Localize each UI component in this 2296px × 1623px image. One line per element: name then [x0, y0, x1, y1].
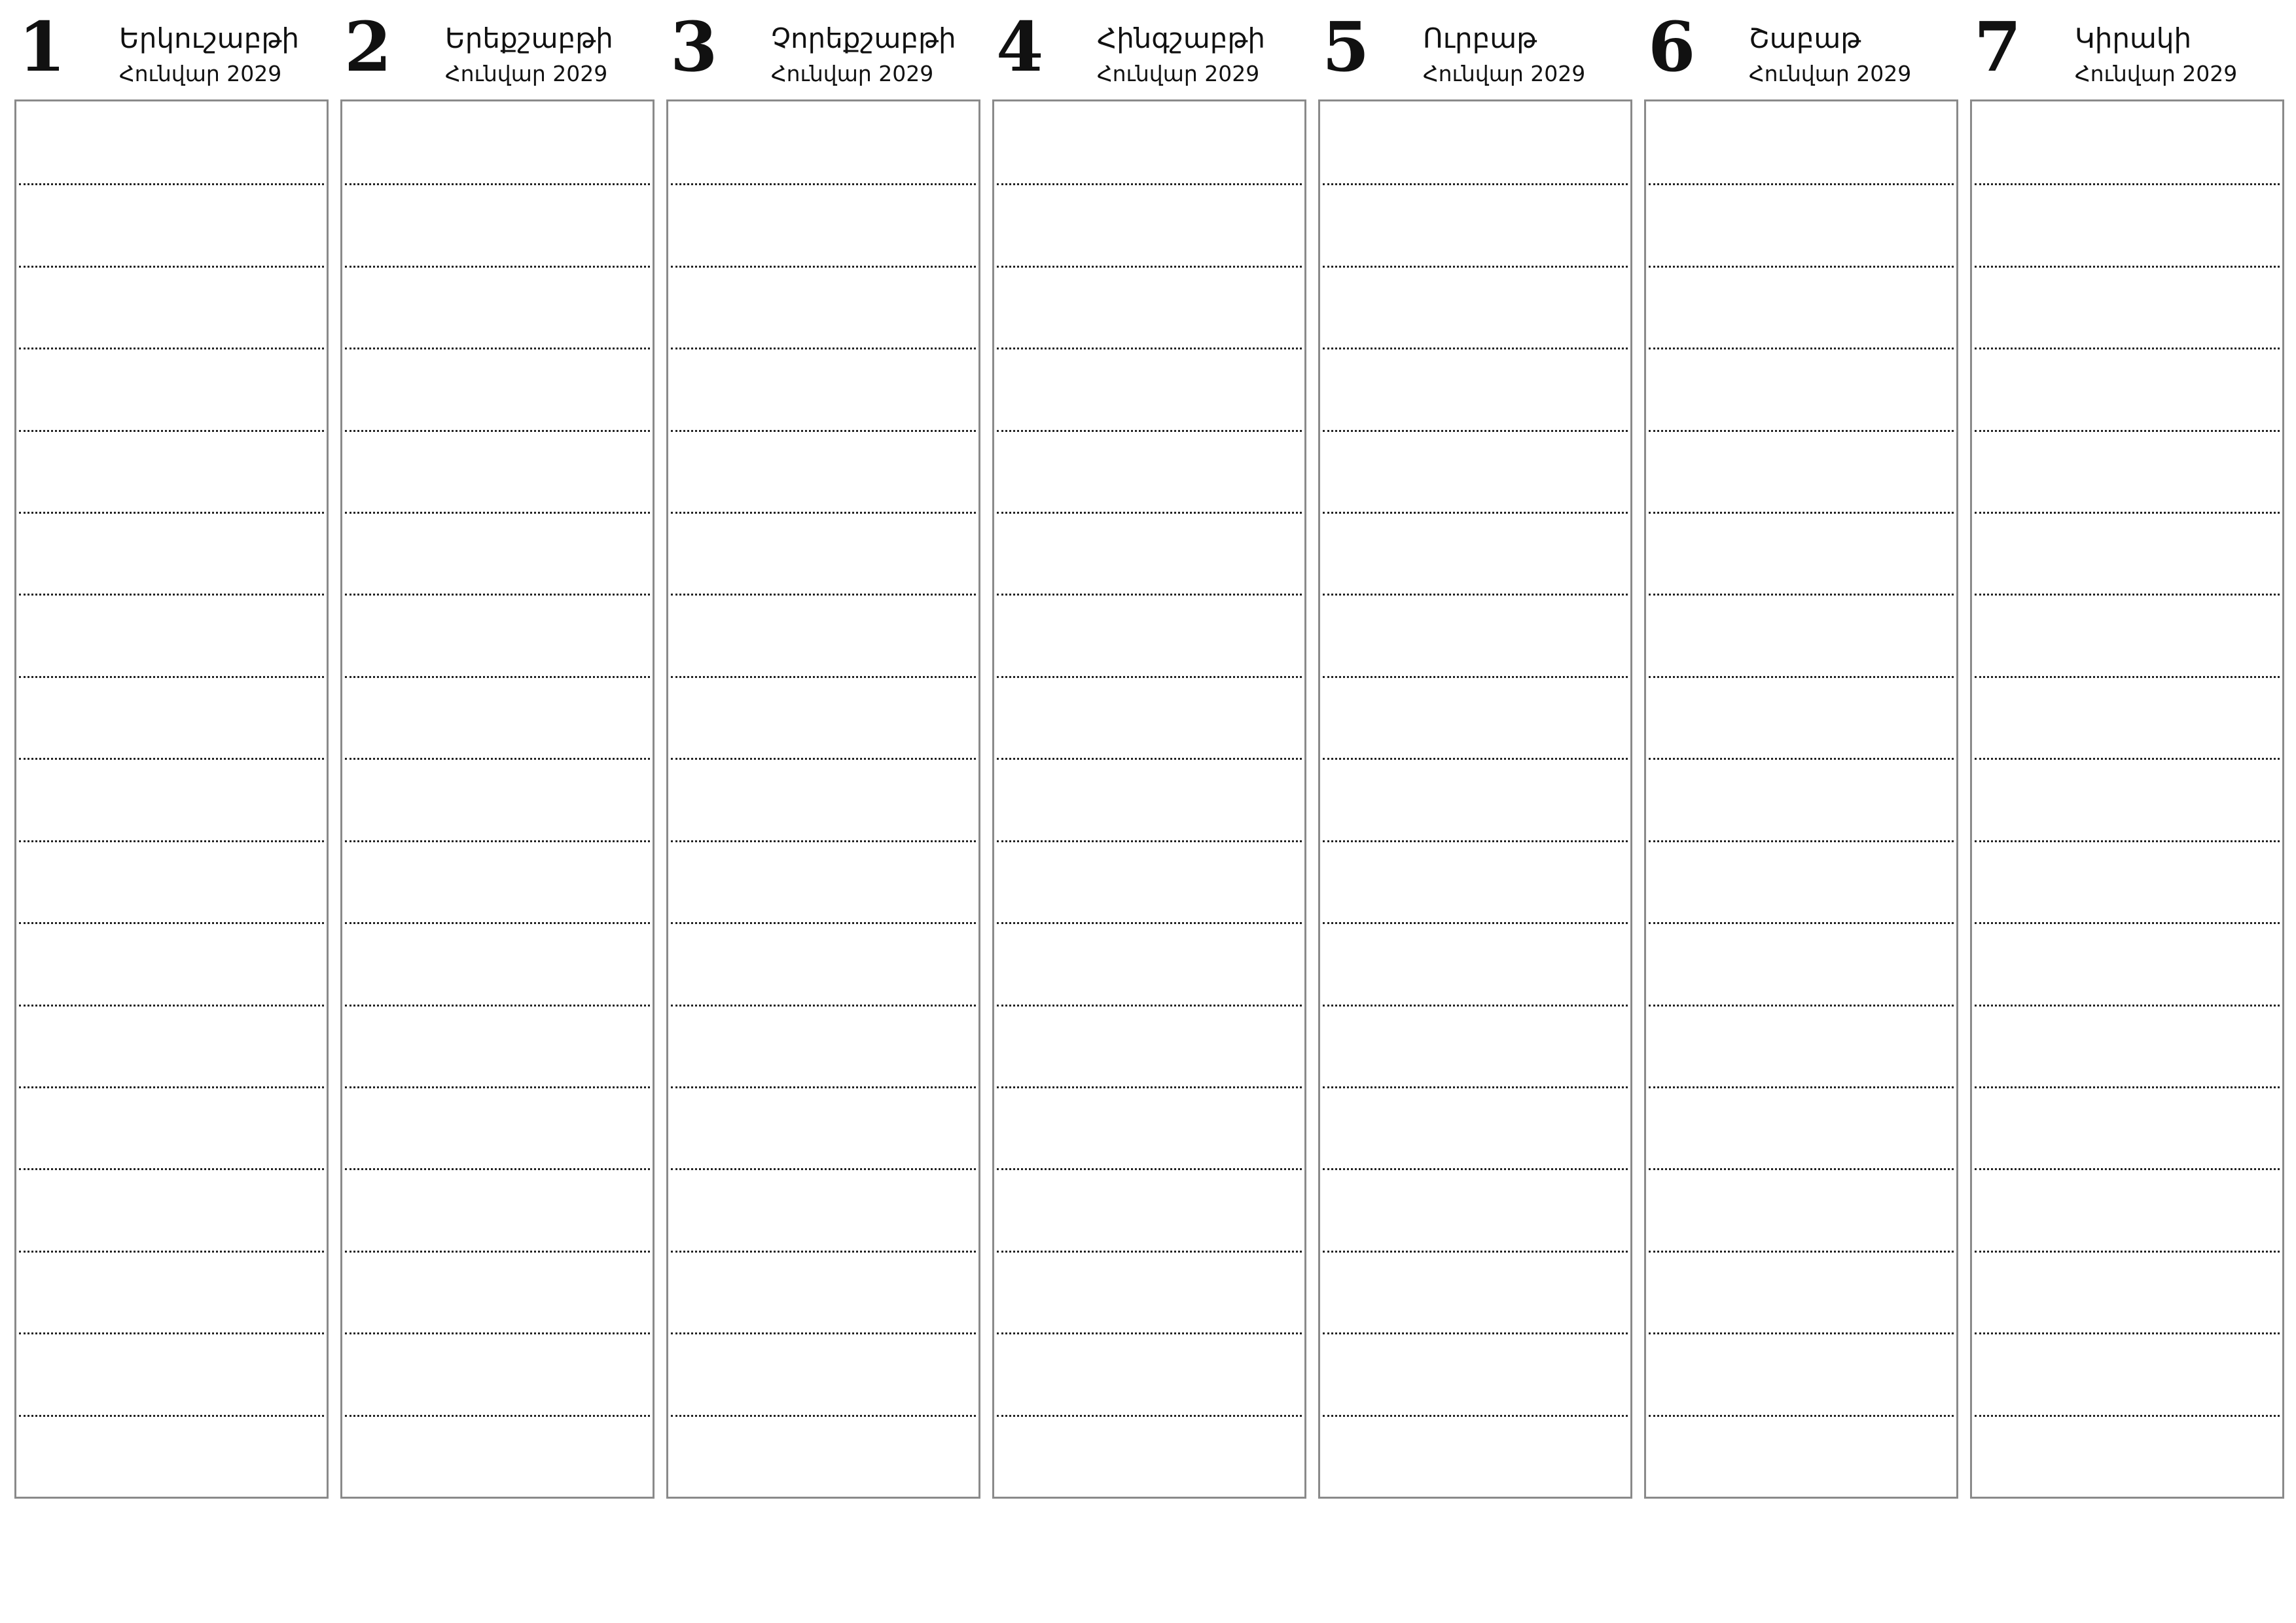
- day-number: 3: [670, 7, 718, 87]
- note-line: [1649, 758, 1954, 760]
- note-line: [345, 1415, 650, 1417]
- day-name: Երկուշաբթի: [119, 22, 299, 54]
- note-line: [997, 1251, 1302, 1253]
- day-name: Կիրակի: [2075, 22, 2192, 54]
- note-line: [997, 758, 1302, 760]
- day-name: Չորեքշաբթի: [771, 22, 956, 54]
- note-line: [345, 1332, 650, 1334]
- day-number: 2: [344, 7, 392, 87]
- note-line: [997, 1005, 1302, 1007]
- note-line: [671, 1086, 976, 1088]
- day-notes-box[interactable]: [14, 99, 329, 1499]
- note-line: [1323, 922, 1628, 924]
- month-label: Հունվար 2029: [1423, 61, 1586, 86]
- note-line: [1323, 840, 1628, 842]
- note-line: [1649, 922, 1954, 924]
- note-line: [1975, 430, 2280, 432]
- month-label: Հունվար 2029: [2075, 61, 2238, 86]
- day-name: Հինգշաբթի: [1097, 22, 1266, 54]
- day-column-4: [992, 0, 1305, 1499]
- note-line: [1649, 430, 1954, 432]
- note-line: [1975, 1332, 2280, 1334]
- note-line: [671, 183, 976, 185]
- day-notes-box[interactable]: [992, 99, 1306, 1499]
- note-line: [19, 1332, 324, 1334]
- note-line: [671, 512, 976, 514]
- note-line: [1649, 594, 1954, 596]
- note-line: [1975, 1005, 2280, 1007]
- note-line: [671, 840, 976, 842]
- note-line: [19, 183, 324, 185]
- note-line: [1649, 1251, 1954, 1253]
- note-line: [671, 758, 976, 760]
- note-line: [1975, 348, 2280, 349]
- note-line: [997, 1168, 1302, 1170]
- note-line: [345, 266, 650, 268]
- note-line: [19, 430, 324, 432]
- note-line: [671, 1168, 976, 1170]
- note-line: [1975, 1415, 2280, 1417]
- day-column-3: [666, 0, 979, 1499]
- note-line: [1323, 594, 1628, 596]
- note-line: [19, 922, 324, 924]
- note-line: [19, 1251, 324, 1253]
- note-line: [997, 676, 1302, 678]
- weekly-planner: [14, 0, 2283, 1499]
- note-line: [1649, 1415, 1954, 1417]
- note-line: [345, 1251, 650, 1253]
- note-line: [345, 430, 650, 432]
- note-line: [1649, 266, 1954, 268]
- day-header: [992, 0, 1305, 98]
- note-line: [1975, 1086, 2280, 1088]
- note-line: [1323, 183, 1628, 185]
- day-number: 7: [1974, 7, 2022, 87]
- note-line: [1975, 676, 2280, 678]
- day-name: Ուրբաթ: [1423, 22, 1537, 54]
- note-line: [997, 430, 1302, 432]
- day-column-6: [1644, 0, 1957, 1499]
- note-line: [671, 1251, 976, 1253]
- day-notes-box[interactable]: [340, 99, 655, 1499]
- note-line: [997, 512, 1302, 514]
- month-label: Հունվար 2029: [445, 61, 608, 86]
- note-line: [997, 183, 1302, 185]
- note-line: [1323, 1086, 1628, 1088]
- note-line: [345, 1086, 650, 1088]
- note-line: [345, 922, 650, 924]
- day-header: [14, 0, 327, 98]
- note-line: [997, 1086, 1302, 1088]
- note-line: [671, 266, 976, 268]
- note-line: [997, 840, 1302, 842]
- note-line: [1975, 1168, 2280, 1170]
- note-line: [997, 1415, 1302, 1417]
- note-line: [19, 1168, 324, 1170]
- note-line: [997, 922, 1302, 924]
- note-line: [1323, 1415, 1628, 1417]
- note-line: [345, 512, 650, 514]
- note-line: [997, 594, 1302, 596]
- note-line: [1323, 430, 1628, 432]
- day-notes-box[interactable]: [1318, 99, 1632, 1499]
- note-line: [345, 1168, 650, 1170]
- note-line: [1649, 348, 1954, 349]
- note-line: [1975, 758, 2280, 760]
- note-line: [19, 348, 324, 349]
- note-line: [1323, 1168, 1628, 1170]
- note-line: [345, 348, 650, 349]
- note-line: [671, 430, 976, 432]
- note-line: [19, 1005, 324, 1007]
- note-line: [671, 1332, 976, 1334]
- note-line: [19, 758, 324, 760]
- day-column-5: [1318, 0, 1631, 1499]
- note-line: [1975, 183, 2280, 185]
- note-line: [1323, 1332, 1628, 1334]
- day-column-1: [14, 0, 327, 1499]
- note-line: [1975, 594, 2280, 596]
- day-header: [1644, 0, 1957, 98]
- note-line: [1323, 758, 1628, 760]
- note-line: [345, 758, 650, 760]
- note-line: [1323, 1005, 1628, 1007]
- day-number: 1: [18, 7, 66, 87]
- note-line: [671, 922, 976, 924]
- note-line: [997, 266, 1302, 268]
- note-line: [1649, 512, 1954, 514]
- note-line: [345, 594, 650, 596]
- note-line: [671, 676, 976, 678]
- note-line: [1649, 676, 1954, 678]
- note-line: [1975, 1251, 2280, 1253]
- note-line: [19, 676, 324, 678]
- day-header: [340, 0, 653, 98]
- note-line: [1323, 348, 1628, 349]
- note-line: [997, 1332, 1302, 1334]
- note-line: [1649, 1086, 1954, 1088]
- day-column-2: [340, 0, 653, 1499]
- note-line: [345, 840, 650, 842]
- note-line: [1649, 1168, 1954, 1170]
- day-header: [666, 0, 979, 98]
- note-line: [997, 348, 1302, 349]
- note-line: [1323, 266, 1628, 268]
- note-line: [1649, 1332, 1954, 1334]
- month-label: Հունվար 2029: [1097, 61, 1260, 86]
- day-header: [1318, 0, 1631, 98]
- note-line: [1323, 1251, 1628, 1253]
- month-label: Հունվար 2029: [1749, 61, 1912, 86]
- day-name: Երեքշաբթի: [445, 22, 613, 54]
- note-line: [345, 676, 650, 678]
- note-line: [671, 1415, 976, 1417]
- day-number: 6: [1648, 7, 1696, 87]
- note-line: [1649, 840, 1954, 842]
- note-line: [345, 1005, 650, 1007]
- note-line: [1975, 840, 2280, 842]
- note-line: [19, 840, 324, 842]
- day-number: 4: [996, 7, 1044, 87]
- note-line: [671, 1005, 976, 1007]
- note-line: [1649, 1005, 1954, 1007]
- month-label: Հունվար 2029: [771, 61, 934, 86]
- note-line: [19, 1415, 324, 1417]
- day-header: [1970, 0, 2283, 98]
- note-line: [1975, 922, 2280, 924]
- note-line: [1323, 676, 1628, 678]
- note-line: [19, 512, 324, 514]
- day-column-7: [1970, 0, 2283, 1499]
- note-line: [671, 348, 976, 349]
- note-line: [19, 594, 324, 596]
- note-line: [671, 594, 976, 596]
- note-line: [1975, 512, 2280, 514]
- note-line: [19, 266, 324, 268]
- note-line: [1649, 183, 1954, 185]
- day-name: Շաբաթ: [1749, 22, 1861, 54]
- day-notes-box[interactable]: [666, 99, 980, 1499]
- day-notes-box[interactable]: [1970, 99, 2284, 1499]
- note-line: [345, 183, 650, 185]
- note-line: [1975, 266, 2280, 268]
- month-label: Հունվար 2029: [119, 61, 282, 86]
- day-notes-box[interactable]: [1644, 99, 1958, 1499]
- note-line: [19, 1086, 324, 1088]
- day-number: 5: [1322, 7, 1370, 87]
- note-line: [1323, 512, 1628, 514]
